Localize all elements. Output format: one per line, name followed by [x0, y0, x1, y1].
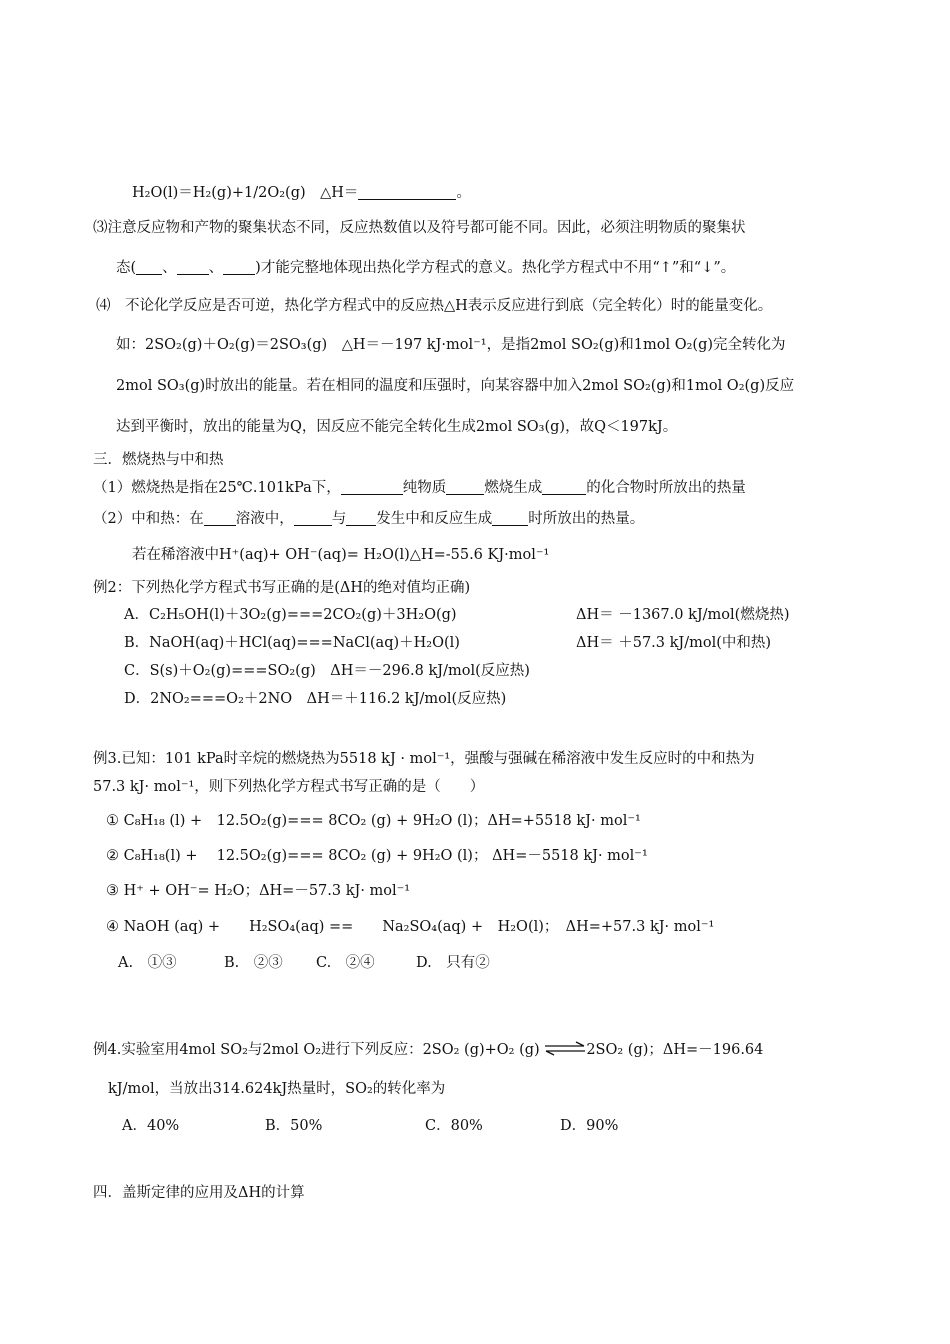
text: （2）中和热：在 [93, 511, 204, 527]
example-3-stem-line-1: 例3.已知：101 kPa时辛烷的燃烧热为5518 kJ · mol⁻¹，强酸与强碱在稀溶液中发生反应时的中和热为 [93, 751, 755, 767]
text: 纯物质 [402, 480, 447, 496]
text: 与 [331, 511, 347, 527]
separator: 、 [208, 260, 224, 276]
dilute-solution-line: 若在稀溶液中H⁺(aq)+ OH⁻(aq)= H₂O(l)△H=-55.6 KJ·mol⁻¹ [132, 547, 550, 563]
fill-blank[interactable] [177, 258, 209, 275]
fill-blank[interactable] [294, 509, 332, 526]
h2o-equation-line [132, 183, 471, 203]
para-3-line-1: ⑶注意反应物和产物的聚集状态不同，反应热数值以及符号都可能不同。因此，必须注明物质的聚集状 [93, 220, 746, 236]
option-a-equation: A．C₂H₅OH(l)＋3O₂(g)===2CO₂(g)＋3H₂O(g) [124, 607, 457, 623]
example-2-option-b [124, 633, 844, 653]
option-a-delta-h: ΔH＝ －1367.0 kJ/mol(燃烧热) [576, 607, 790, 623]
answer-d[interactable]: D. 只有② [416, 955, 490, 971]
example-2-option-c: C．S(s)＋O₂(g)===SO₂(g) ΔH＝－296.8 kJ/mol(反应热) [124, 663, 530, 679]
fill-blank[interactable] [223, 258, 255, 275]
example-4-stem-line-2: kJ/mol，当放出314.624kJ热量时，SO₂的转化率为 [108, 1081, 446, 1097]
para-4-line-2: 如：2SO₂(g)＋O₂(g)＝2SO₃(g) △H＝－197 kJ·mol⁻¹，是指2mol SO₂(g)和1mol O₂(g)完全转化为 [116, 337, 786, 353]
para-4-line-1: ⑷ 不论化学反应是否可逆，热化学方程式中的反应热△H表示反应进行到底（完全转化）时的能量变化。 [96, 298, 773, 314]
example-3-stem-line-2: 57.3 kJ· mol⁻¹，则下列热化学方程式书写正确的是（ ） [93, 779, 485, 795]
answer-c[interactable]: C. ②④ [316, 955, 375, 971]
answer-a[interactable]: A. ①③ [118, 955, 177, 971]
example-4-stem-line-1 [93, 1040, 763, 1060]
example-2-option-d: D．2NO₂===O₂＋2NO ΔH＝＋116.2 kJ/mol(反应热) [124, 691, 507, 707]
fill-blank[interactable] [136, 258, 162, 275]
fill-blank[interactable] [204, 509, 236, 526]
answer-b[interactable]: B．50% [265, 1118, 323, 1134]
answer-d[interactable]: D．90% [560, 1118, 619, 1134]
section-4-heading: 四．盖斯定律的应用及ΔH的计算 [93, 1185, 305, 1201]
fill-blank[interactable] [446, 478, 484, 495]
text: （1）燃烧热是指在25℃.101kPa下， [93, 480, 341, 496]
answer-c[interactable]: C．80% [425, 1118, 483, 1134]
period: 。 [456, 185, 471, 201]
para-3-line-2 [116, 258, 735, 278]
para-3-text: )才能完整地体现出热化学方程式的意义。热化学方程式中不用“↑”和“↓”。 [255, 260, 736, 276]
answer-a[interactable]: A．40% [122, 1118, 180, 1134]
combustion-heat-line [93, 478, 746, 498]
para-4-line-4: 达到平衡时，放出的能量为Q，因反应不能完全转化生成2mol SO₃(g)，故Q＜197kJ。 [116, 419, 678, 435]
section-3-heading: 三．燃烧热与中和热 [93, 452, 224, 468]
example-4-text: 例4.实验室用4mol SO₂与2mol O₂进行下列反应：2SO₂ (g)+O₂ (g) [93, 1042, 540, 1058]
example-2-option-a [124, 605, 844, 625]
example-4-text: 2SO₂ (g)；ΔH=－196.64 [586, 1042, 764, 1058]
example-3-option-4: ④ NaOH (aq) + H₂SO₄(aq) == Na₂SO₄(aq) + H₂O(l)； ΔH=+57.3 kJ· mol⁻¹ [106, 919, 715, 935]
fill-blank[interactable] [341, 478, 403, 495]
para-3-text: 态( [116, 260, 137, 276]
example-3-option-3: ③ H⁺ + OH⁻= H₂O；ΔH=－57.3 kJ· mol⁻¹ [106, 883, 411, 899]
example-3-option-2: ② C₈H₁₈(l) + 12.5O₂(g)=== 8CO₂ (g) + 9H₂O (l)； ΔH=－5518 kJ· mol⁻¹ [106, 848, 648, 864]
para-4-line-3: 2mol SO₃(g)时放出的能量。若在相同的温度和压强时，向某容器中加入2mol SO₂(g)和1mol O₂(g)反应 [116, 378, 795, 394]
answer-b[interactable]: B. ②③ [224, 955, 283, 971]
option-b-delta-h: ΔH＝ ＋57.3 kJ/mol(中和热) [576, 635, 772, 651]
fill-blank[interactable] [346, 509, 376, 526]
text: 溶液中， [235, 511, 294, 527]
fill-blank[interactable] [542, 478, 586, 495]
fill-blank[interactable] [492, 509, 528, 526]
text: 燃烧生成 [484, 480, 543, 496]
example-3-option-1: ① C₈H₁₈ (l) + 12.5O₂(g)=== 8CO₂ (g) + 9H₂O (l)；ΔH=+5518 kJ· mol⁻¹ [106, 813, 641, 829]
fill-blank[interactable] [358, 183, 456, 200]
h2o-equation: H₂O(l)＝H₂(g)+1/2O₂(g) △H＝ [132, 185, 359, 201]
neutralization-heat-line [93, 509, 644, 529]
option-b-equation: B．NaOH(aq)＋HCl(aq)===NaCl(aq)＋H₂O(l) [124, 635, 460, 651]
separator: 、 [162, 260, 177, 276]
text: 时所放出的热量。 [528, 511, 645, 527]
text: 发生中和反应生成 [376, 511, 493, 527]
example-2-stem: 例2：下列热化学方程式书写正确的是(ΔH的绝对值均正确) [93, 580, 471, 596]
text: 的化合物时所放出的热量 [586, 480, 746, 496]
reversible-arrows-icon [544, 1041, 586, 1057]
